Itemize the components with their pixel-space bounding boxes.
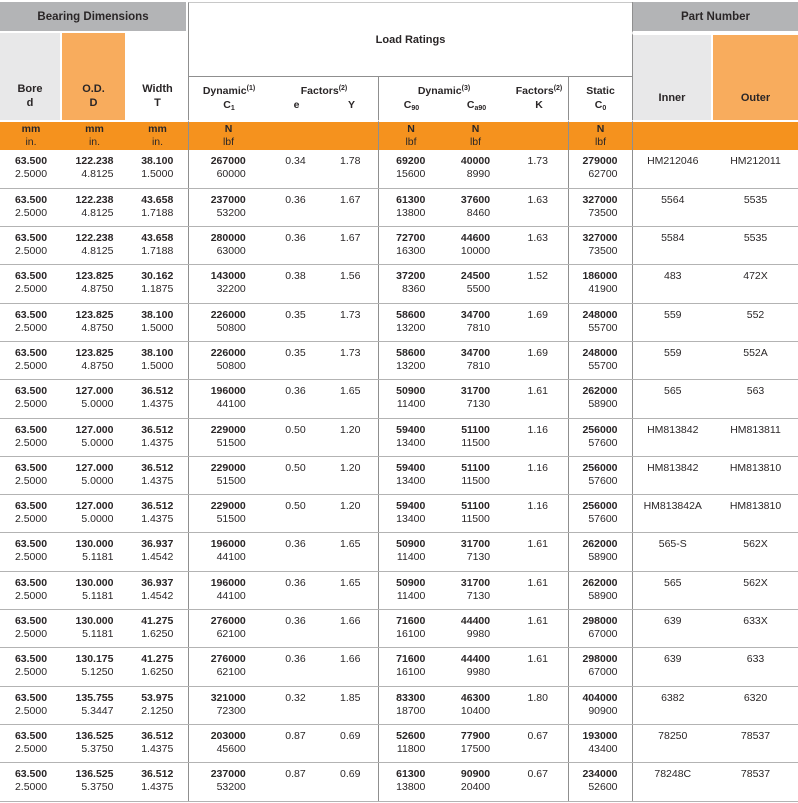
cell-inner: HM813842A bbox=[632, 495, 713, 533]
cell-od: 123.825 4.8750 bbox=[62, 265, 127, 303]
cell-e: 0.36 bbox=[268, 571, 323, 609]
cell-c90: 50900 11400 bbox=[378, 533, 443, 571]
outer-label: Outer bbox=[740, 92, 771, 104]
cell-outer: HM813811 bbox=[713, 418, 798, 456]
width-label: Width bbox=[142, 83, 173, 95]
table-row bbox=[0, 456, 798, 494]
cell-width: 38.100 1.5000 bbox=[127, 303, 188, 341]
c0-symbol: $C_0$ bbox=[594, 99, 607, 112]
cell-e: 0.38 bbox=[268, 265, 323, 303]
cell-od: 127.000 5.0000 bbox=[62, 418, 127, 456]
dynamic1-label: Dynamic$^{(1)}$ bbox=[202, 85, 256, 97]
table-row bbox=[0, 188, 798, 226]
table-body bbox=[0, 150, 798, 801]
cell-od: 130.175 5.1250 bbox=[62, 648, 127, 686]
cell-bore: 63.500 2.5000 bbox=[0, 571, 62, 609]
cell-y: 0.69 bbox=[323, 724, 378, 762]
e-symbol: e bbox=[293, 99, 300, 111]
table-row bbox=[0, 648, 798, 686]
cell-k: 1.73 bbox=[508, 150, 568, 188]
load-ratings-group-header bbox=[188, 2, 632, 76]
cell-k: 1.61 bbox=[508, 648, 568, 686]
cell-c0: 248000 55700 bbox=[568, 303, 632, 341]
cell-outer: 562X bbox=[713, 571, 798, 609]
static-label: Static bbox=[586, 85, 615, 97]
cell-c90: 83300 18700 bbox=[378, 686, 443, 724]
table-row bbox=[0, 265, 798, 303]
cell-c1: 237000 53200 bbox=[188, 188, 268, 226]
cell-ca90: 31700 7130 bbox=[443, 571, 508, 609]
cell-c0: 193000 43400 bbox=[568, 724, 632, 762]
table-row bbox=[0, 686, 798, 724]
table-row bbox=[0, 533, 798, 571]
cell-outer: 552 bbox=[713, 303, 798, 341]
cell-bore: 63.500 2.5000 bbox=[0, 686, 62, 724]
cell-c90: 52600 11800 bbox=[378, 724, 443, 762]
units-y bbox=[323, 120, 378, 150]
cell-y: 1.66 bbox=[323, 648, 378, 686]
cell-od: 123.825 4.8750 bbox=[62, 303, 127, 341]
cell-ca90: 31700 7130 bbox=[443, 380, 508, 418]
cell-c0: 298000 67000 bbox=[568, 610, 632, 648]
cell-k: 1.52 bbox=[508, 265, 568, 303]
cell-y: 1.65 bbox=[323, 533, 378, 571]
units-c90: N lbf bbox=[378, 120, 443, 150]
cell-c0: 234000 52600 bbox=[568, 763, 632, 801]
cell-od: 122.238 4.8125 bbox=[62, 150, 127, 188]
cell-bore: 63.500 2.5000 bbox=[0, 188, 62, 226]
load-ratings-label: Load Ratings bbox=[375, 33, 446, 46]
cell-inner: 559 bbox=[632, 303, 713, 341]
cell-e: 0.50 bbox=[268, 456, 323, 494]
cell-bore: 63.500 2.5000 bbox=[0, 724, 62, 762]
cell-outer: 552A bbox=[713, 341, 798, 379]
cell-c1: 237000 53200 bbox=[188, 763, 268, 801]
cell-width: 43.658 1.7188 bbox=[127, 188, 188, 226]
cell-c1: 226000 50800 bbox=[188, 341, 268, 379]
cell-c1: 280000 63000 bbox=[188, 227, 268, 265]
y-symbol: Y bbox=[347, 99, 355, 111]
cell-y: 1.67 bbox=[323, 227, 378, 265]
part-number-group-header bbox=[632, 2, 798, 33]
cell-e: 0.36 bbox=[268, 610, 323, 648]
cell-od: 135.755 5.3447 bbox=[62, 686, 127, 724]
cell-outer: 562X bbox=[713, 533, 798, 571]
dynamic3-label: Dynamic$^{(3)}$ bbox=[417, 85, 471, 97]
column-header-outer bbox=[713, 33, 798, 120]
cell-y: 1.73 bbox=[323, 303, 378, 341]
cell-ca90: 44600 10000 bbox=[443, 227, 508, 265]
dynamic3-factors-subheader bbox=[378, 76, 568, 120]
inner-label: Inner bbox=[658, 92, 686, 104]
cell-outer: 633X bbox=[713, 610, 798, 648]
width-symbol: T bbox=[154, 97, 161, 109]
cell-ca90: 51100 11500 bbox=[443, 495, 508, 533]
cell-width: 41.275 1.6250 bbox=[127, 610, 188, 648]
cell-e: 0.87 bbox=[268, 763, 323, 801]
cell-e: 0.36 bbox=[268, 380, 323, 418]
cell-y: 0.69 bbox=[323, 763, 378, 801]
bearing-data-table bbox=[0, 150, 798, 802]
cell-width: 43.658 1.7188 bbox=[127, 227, 188, 265]
cell-bore: 63.500 2.5000 bbox=[0, 380, 62, 418]
cell-c0: 404000 90900 bbox=[568, 686, 632, 724]
cell-e: 0.34 bbox=[268, 150, 323, 188]
cell-k: 1.63 bbox=[508, 227, 568, 265]
cell-y: 1.78 bbox=[323, 150, 378, 188]
cell-c0: 262000 58900 bbox=[568, 380, 632, 418]
cell-c0: 327000 73500 bbox=[568, 227, 632, 265]
units-c0: N lbf bbox=[568, 120, 632, 150]
cell-inner: HM813842 bbox=[632, 418, 713, 456]
ca90-symbol: $C_{a90}$ bbox=[466, 99, 487, 112]
od-label: O.D. bbox=[82, 83, 105, 95]
table-row bbox=[0, 763, 798, 801]
cell-e: 0.36 bbox=[268, 188, 323, 226]
cell-outer: HM813810 bbox=[713, 456, 798, 494]
bearing-dimensions-label: Bearing Dimensions bbox=[37, 10, 149, 23]
cell-e: 0.50 bbox=[268, 495, 323, 533]
cell-c0: 256000 57600 bbox=[568, 418, 632, 456]
cell-c1: 321000 72300 bbox=[188, 686, 268, 724]
cell-k: 1.69 bbox=[508, 303, 568, 341]
units-width: mm in. bbox=[127, 120, 188, 150]
cell-outer: 5535 bbox=[713, 188, 798, 226]
cell-inner: 639 bbox=[632, 648, 713, 686]
cell-od: 130.000 5.1181 bbox=[62, 533, 127, 571]
cell-e: 0.35 bbox=[268, 341, 323, 379]
cell-k: 1.69 bbox=[508, 341, 568, 379]
cell-c0: 248000 55700 bbox=[568, 341, 632, 379]
cell-ca90: 46300 10400 bbox=[443, 686, 508, 724]
table-row bbox=[0, 341, 798, 379]
cell-ca90: 40000 8990 bbox=[443, 150, 508, 188]
table-header bbox=[0, 2, 798, 150]
table-row bbox=[0, 418, 798, 456]
cell-outer: 78537 bbox=[713, 763, 798, 801]
cell-inner: 565 bbox=[632, 380, 713, 418]
cell-k: 1.61 bbox=[508, 610, 568, 648]
table-row bbox=[0, 303, 798, 341]
cell-k: 0.67 bbox=[508, 763, 568, 801]
cell-outer: HM212011 bbox=[713, 150, 798, 188]
static-subheader bbox=[568, 76, 632, 120]
cell-y: 1.20 bbox=[323, 456, 378, 494]
cell-c1: 276000 62100 bbox=[188, 610, 268, 648]
cell-inner: 78248C bbox=[632, 763, 713, 801]
units-ca90: N lbf bbox=[443, 120, 508, 150]
cell-inner: 78250 bbox=[632, 724, 713, 762]
cell-c1: 267000 60000 bbox=[188, 150, 268, 188]
cell-c90: 71600 16100 bbox=[378, 648, 443, 686]
cell-od: 127.000 5.0000 bbox=[62, 380, 127, 418]
cell-ca90: 31700 7130 bbox=[443, 533, 508, 571]
cell-ca90: 34700 7810 bbox=[443, 303, 508, 341]
cell-od: 122.238 4.8125 bbox=[62, 188, 127, 226]
part-number-label: Part Number bbox=[680, 10, 751, 23]
cell-inner: 639 bbox=[632, 610, 713, 648]
cell-width: 53.975 2.1250 bbox=[127, 686, 188, 724]
cell-inner: 565-S bbox=[632, 533, 713, 571]
cell-bore: 63.500 2.5000 bbox=[0, 648, 62, 686]
cell-k: 1.16 bbox=[508, 495, 568, 533]
bore-symbol: d bbox=[26, 97, 34, 109]
cell-inner: 565 bbox=[632, 571, 713, 609]
cell-od: 122.238 4.8125 bbox=[62, 227, 127, 265]
column-header-inner bbox=[632, 33, 713, 120]
cell-k: 1.80 bbox=[508, 686, 568, 724]
cell-c1: 196000 44100 bbox=[188, 380, 268, 418]
cell-e: 0.50 bbox=[268, 418, 323, 456]
cell-c0: 298000 67000 bbox=[568, 648, 632, 686]
cell-od: 127.000 5.0000 bbox=[62, 495, 127, 533]
cell-y: 1.73 bbox=[323, 341, 378, 379]
cell-inner: 6382 bbox=[632, 686, 713, 724]
cell-c0: 327000 73500 bbox=[568, 188, 632, 226]
cell-ca90: 90900 20400 bbox=[443, 763, 508, 801]
cell-bore: 63.500 2.5000 bbox=[0, 610, 62, 648]
cell-width: 36.512 1.4375 bbox=[127, 763, 188, 801]
k-symbol: K bbox=[535, 99, 543, 111]
units-bore: mm in. bbox=[0, 120, 62, 150]
cell-c1: 229000 51500 bbox=[188, 456, 268, 494]
cell-bore: 63.500 2.5000 bbox=[0, 763, 62, 801]
cell-ca90: 51100 11500 bbox=[443, 418, 508, 456]
cell-c0: 256000 57600 bbox=[568, 456, 632, 494]
cell-c1: 229000 51500 bbox=[188, 495, 268, 533]
cell-width: 36.512 1.4375 bbox=[127, 456, 188, 494]
cell-c1: 226000 50800 bbox=[188, 303, 268, 341]
cell-k: 1.63 bbox=[508, 188, 568, 226]
cell-od: 136.525 5.3750 bbox=[62, 724, 127, 762]
units-inner bbox=[632, 120, 713, 150]
table-row bbox=[0, 571, 798, 609]
cell-y: 1.65 bbox=[323, 571, 378, 609]
bearing-dimensions-group-header bbox=[0, 2, 188, 33]
cell-c90: 72700 16300 bbox=[378, 227, 443, 265]
cell-inner: HM813842 bbox=[632, 456, 713, 494]
table-row bbox=[0, 610, 798, 648]
cell-y: 1.66 bbox=[323, 610, 378, 648]
table-row bbox=[0, 724, 798, 762]
cell-od: 130.000 5.1181 bbox=[62, 571, 127, 609]
cell-outer: 78537 bbox=[713, 724, 798, 762]
cell-e: 0.87 bbox=[268, 724, 323, 762]
cell-c90: 37200 8360 bbox=[378, 265, 443, 303]
cell-bore: 63.500 2.5000 bbox=[0, 418, 62, 456]
cell-c0: 256000 57600 bbox=[568, 495, 632, 533]
cell-od: 136.525 5.3750 bbox=[62, 763, 127, 801]
cell-bore: 63.500 2.5000 bbox=[0, 341, 62, 379]
cell-od: 130.000 5.1181 bbox=[62, 610, 127, 648]
cell-outer: HM813810 bbox=[713, 495, 798, 533]
cell-ca90: 34700 7810 bbox=[443, 341, 508, 379]
cell-outer: 633 bbox=[713, 648, 798, 686]
cell-c90: 58600 13200 bbox=[378, 341, 443, 379]
cell-c90: 50900 11400 bbox=[378, 380, 443, 418]
cell-y: 1.56 bbox=[323, 265, 378, 303]
cell-y: 1.67 bbox=[323, 188, 378, 226]
cell-k: 0.67 bbox=[508, 724, 568, 762]
cell-c90: 71600 16100 bbox=[378, 610, 443, 648]
cell-bore: 63.500 2.5000 bbox=[0, 303, 62, 341]
cell-c1: 196000 44100 bbox=[188, 533, 268, 571]
cell-c1: 229000 51500 bbox=[188, 418, 268, 456]
cell-c0: 186000 41900 bbox=[568, 265, 632, 303]
cell-ca90: 44400 9980 bbox=[443, 610, 508, 648]
cell-ca90: 44400 9980 bbox=[443, 648, 508, 686]
cell-bore: 63.500 2.5000 bbox=[0, 533, 62, 571]
cell-inner: 5584 bbox=[632, 227, 713, 265]
cell-inner: 559 bbox=[632, 341, 713, 379]
cell-c90: 61300 13800 bbox=[378, 188, 443, 226]
cell-width: 30.162 1.1875 bbox=[127, 265, 188, 303]
table-row bbox=[0, 495, 798, 533]
cell-bore: 63.500 2.5000 bbox=[0, 495, 62, 533]
cell-outer: 563 bbox=[713, 380, 798, 418]
cell-e: 0.36 bbox=[268, 227, 323, 265]
cell-k: 1.61 bbox=[508, 533, 568, 571]
units-od: mm in. bbox=[62, 120, 127, 150]
cell-width: 36.512 1.4375 bbox=[127, 724, 188, 762]
cell-k: 1.61 bbox=[508, 380, 568, 418]
cell-y: 1.20 bbox=[323, 495, 378, 533]
table-row bbox=[0, 380, 798, 418]
cell-bore: 63.500 2.5000 bbox=[0, 227, 62, 265]
cell-c90: 58600 13200 bbox=[378, 303, 443, 341]
cell-bore: 63.500 2.5000 bbox=[0, 150, 62, 188]
units-e bbox=[268, 120, 323, 150]
cell-width: 36.937 1.4542 bbox=[127, 533, 188, 571]
cell-ca90: 24500 5500 bbox=[443, 265, 508, 303]
cell-inner: HM212046 bbox=[632, 150, 713, 188]
cell-od: 123.825 4.8750 bbox=[62, 341, 127, 379]
cell-y: 1.20 bbox=[323, 418, 378, 456]
cell-outer: 472X bbox=[713, 265, 798, 303]
cell-y: 1.85 bbox=[323, 686, 378, 724]
cell-inner: 5564 bbox=[632, 188, 713, 226]
bore-label: Bore bbox=[17, 83, 43, 95]
cell-k: 1.16 bbox=[508, 418, 568, 456]
cell-ca90: 37600 8460 bbox=[443, 188, 508, 226]
cell-e: 0.36 bbox=[268, 648, 323, 686]
factors2-label: Factors$^{(2)}$ bbox=[300, 85, 348, 97]
cell-width: 36.937 1.4542 bbox=[127, 571, 188, 609]
cell-c90: 59400 13400 bbox=[378, 418, 443, 456]
cell-od: 127.000 5.0000 bbox=[62, 456, 127, 494]
cell-c0: 262000 58900 bbox=[568, 533, 632, 571]
cell-c1: 196000 44100 bbox=[188, 571, 268, 609]
od-symbol: D bbox=[89, 97, 98, 109]
table-row bbox=[0, 227, 798, 265]
c1-symbol: $C_1$ bbox=[223, 99, 235, 112]
cell-c90: 69200 15600 bbox=[378, 150, 443, 188]
units-c1: N lbf bbox=[188, 120, 268, 150]
cell-c1: 203000 45600 bbox=[188, 724, 268, 762]
cell-width: 41.275 1.6250 bbox=[127, 648, 188, 686]
cell-bore: 63.500 2.5000 bbox=[0, 456, 62, 494]
factors2k-label: Factors$^{(2)}$ bbox=[515, 85, 563, 97]
cell-e: 0.35 bbox=[268, 303, 323, 341]
cell-width: 36.512 1.4375 bbox=[127, 380, 188, 418]
cell-c90: 59400 13400 bbox=[378, 495, 443, 533]
cell-outer: 5535 bbox=[713, 227, 798, 265]
cell-width: 38.100 1.5000 bbox=[127, 341, 188, 379]
table-row bbox=[0, 150, 798, 188]
cell-width: 36.512 1.4375 bbox=[127, 418, 188, 456]
cell-k: 1.61 bbox=[508, 571, 568, 609]
units-outer bbox=[713, 120, 798, 150]
cell-ca90: 77900 17500 bbox=[443, 724, 508, 762]
units-k bbox=[508, 120, 568, 150]
cell-bore: 63.500 2.5000 bbox=[0, 265, 62, 303]
dynamic1-factors-subheader bbox=[188, 76, 378, 120]
cell-c0: 262000 58900 bbox=[568, 571, 632, 609]
cell-c1: 276000 62100 bbox=[188, 648, 268, 686]
cell-c90: 59400 13400 bbox=[378, 456, 443, 494]
cell-ca90: 51100 11500 bbox=[443, 456, 508, 494]
column-header-width bbox=[127, 33, 188, 120]
cell-outer: 6320 bbox=[713, 686, 798, 724]
cell-c0: 279000 62700 bbox=[568, 150, 632, 188]
cell-e: 0.36 bbox=[268, 533, 323, 571]
cell-inner: 483 bbox=[632, 265, 713, 303]
cell-c90: 50900 11400 bbox=[378, 571, 443, 609]
cell-c90: 61300 13800 bbox=[378, 763, 443, 801]
cell-y: 1.65 bbox=[323, 380, 378, 418]
cell-width: 38.100 1.5000 bbox=[127, 150, 188, 188]
column-header-od bbox=[62, 33, 127, 120]
column-header-bore bbox=[0, 33, 62, 120]
cell-width: 36.512 1.4375 bbox=[127, 495, 188, 533]
c90-symbol: $C_{90}$ bbox=[403, 99, 420, 112]
cell-k: 1.16 bbox=[508, 456, 568, 494]
cell-c1: 143000 32200 bbox=[188, 265, 268, 303]
cell-e: 0.32 bbox=[268, 686, 323, 724]
